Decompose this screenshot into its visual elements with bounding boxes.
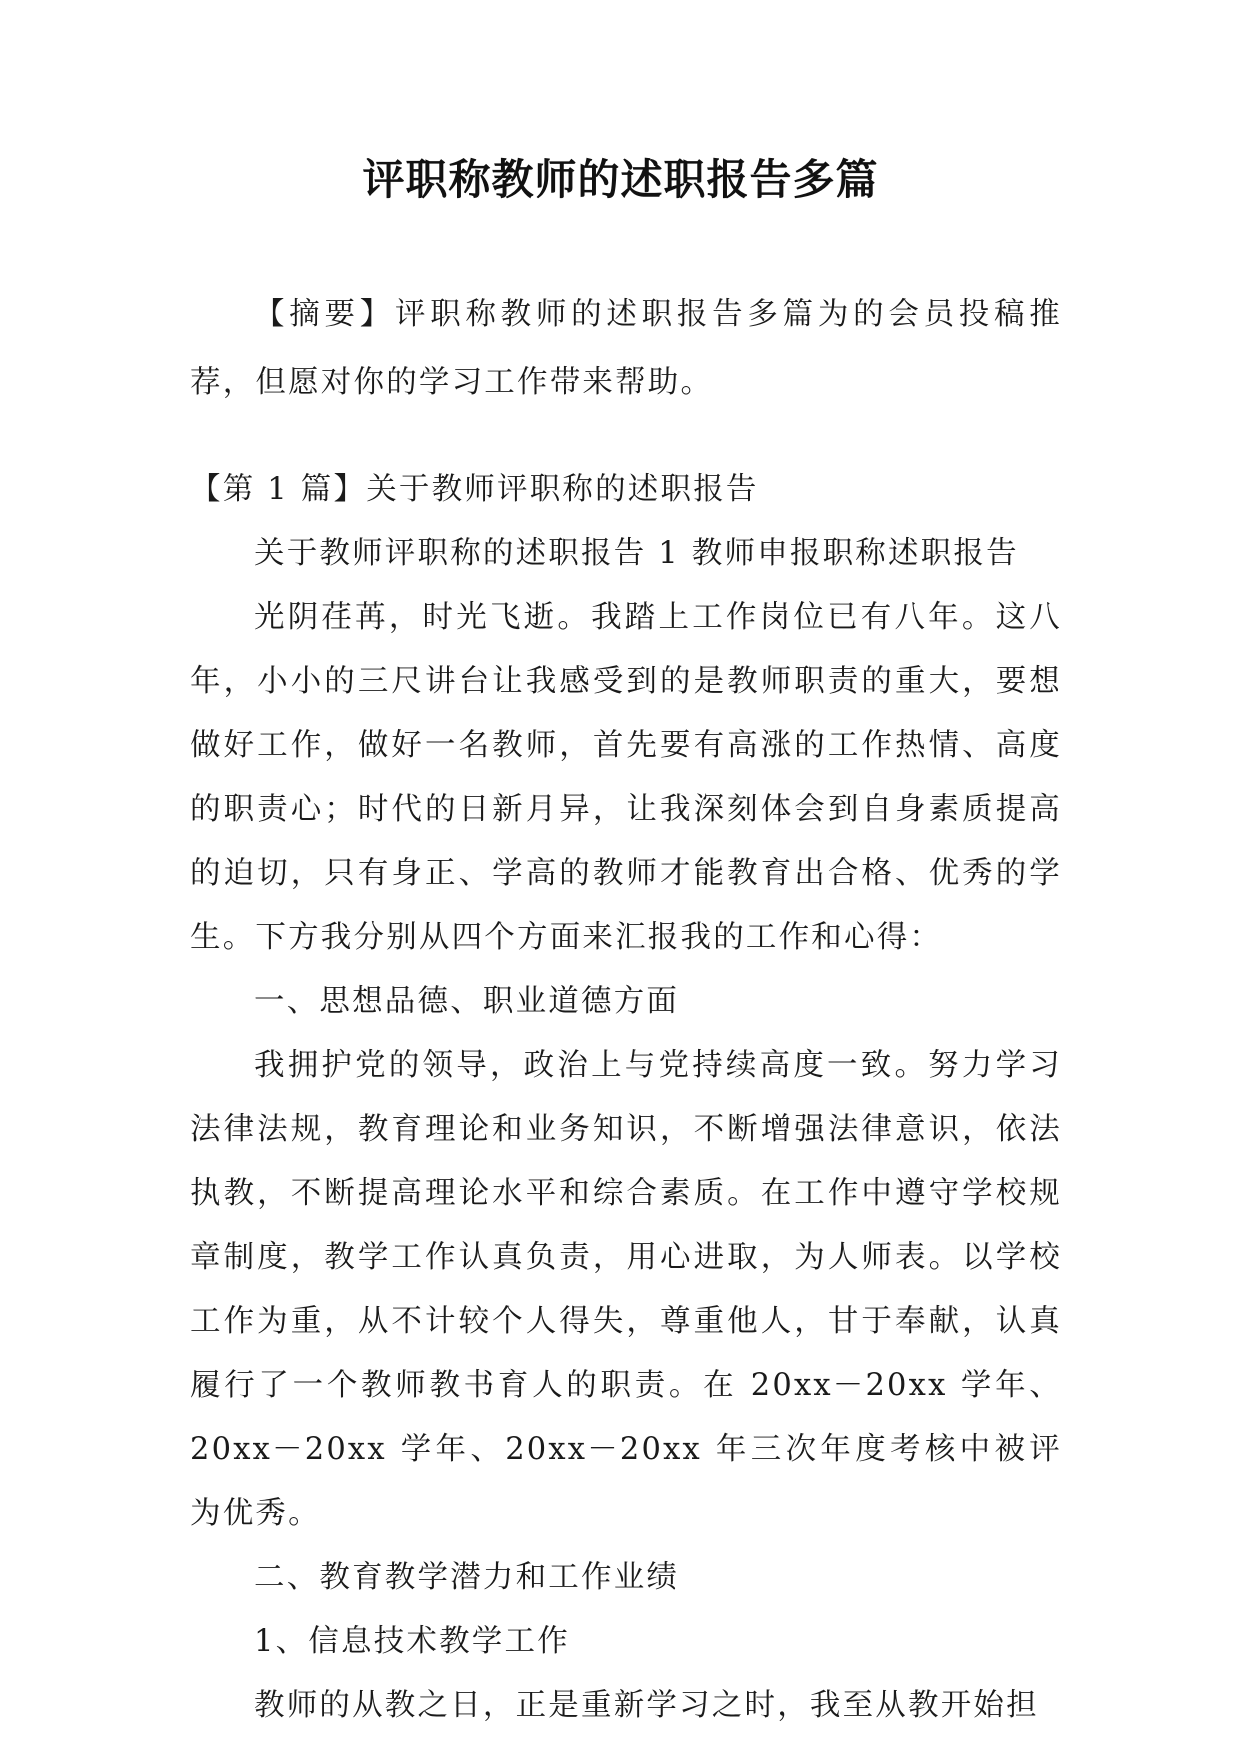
subsection-heading: 二、教育教学潜力和工作业绩: [254, 1560, 680, 1595]
report-subtitle: 关于教师评职称的述职报告 1 教师申报职称述职报告: [254, 536, 1019, 571]
subsection-heading: 1、信息技术教学工作: [254, 1624, 570, 1659]
subsection-heading: 一、思想品德、职业道德方面: [254, 984, 680, 1019]
body-paragraph: 我拥护党的领导，政治上与党持续高度一致。努力学习法律法规，教育理论和业务知识，不断增强法律意识，依法执教，不断提高理论水平和综合素质。在工作中遵守学校规章制度，教学工作认真负责，用心进取，为人师表。以学校工作为重，从不计较个人得失，尊重他人，甘于奉献，认真履行了一个教师教书育人的职责。在 20xx－20xx 学年、20xx－20xx 学年、20xx－20xx 年三次年度考核中被评为优秀。: [190, 1048, 1062, 1531]
body-paragraph: 光阴荏苒，时光飞逝。我踏上工作岗位已有八年。这八年，小小的三尺讲台让我感受到的是教师职责的重大，要想做好工作，做好一名教师，首先要有高涨的工作热情、高度的职责心；时代的日新月异，让我深刻体会到自身素质提高的迫切，只有身正、学高的教师才能教育出合格、优秀的学生。下方我分别从四个方面来汇报我的工作和心得：: [190, 600, 1062, 955]
document-title: 评职称教师的述职报告多篇: [362, 155, 879, 204]
abstract-paragraph: 【摘要】评职称教师的述职报告多篇为的会员投稿推荐，但愿对你的学习工作带来帮助。: [190, 297, 1062, 400]
section-body: [190, 458, 1062, 1738]
body-paragraph: 教师的从教之日，正是重新学习之时，我至从教开始担: [254, 1688, 1039, 1723]
section-heading: 【第 1 篇】关于教师评职称的述职报告: [190, 472, 759, 507]
